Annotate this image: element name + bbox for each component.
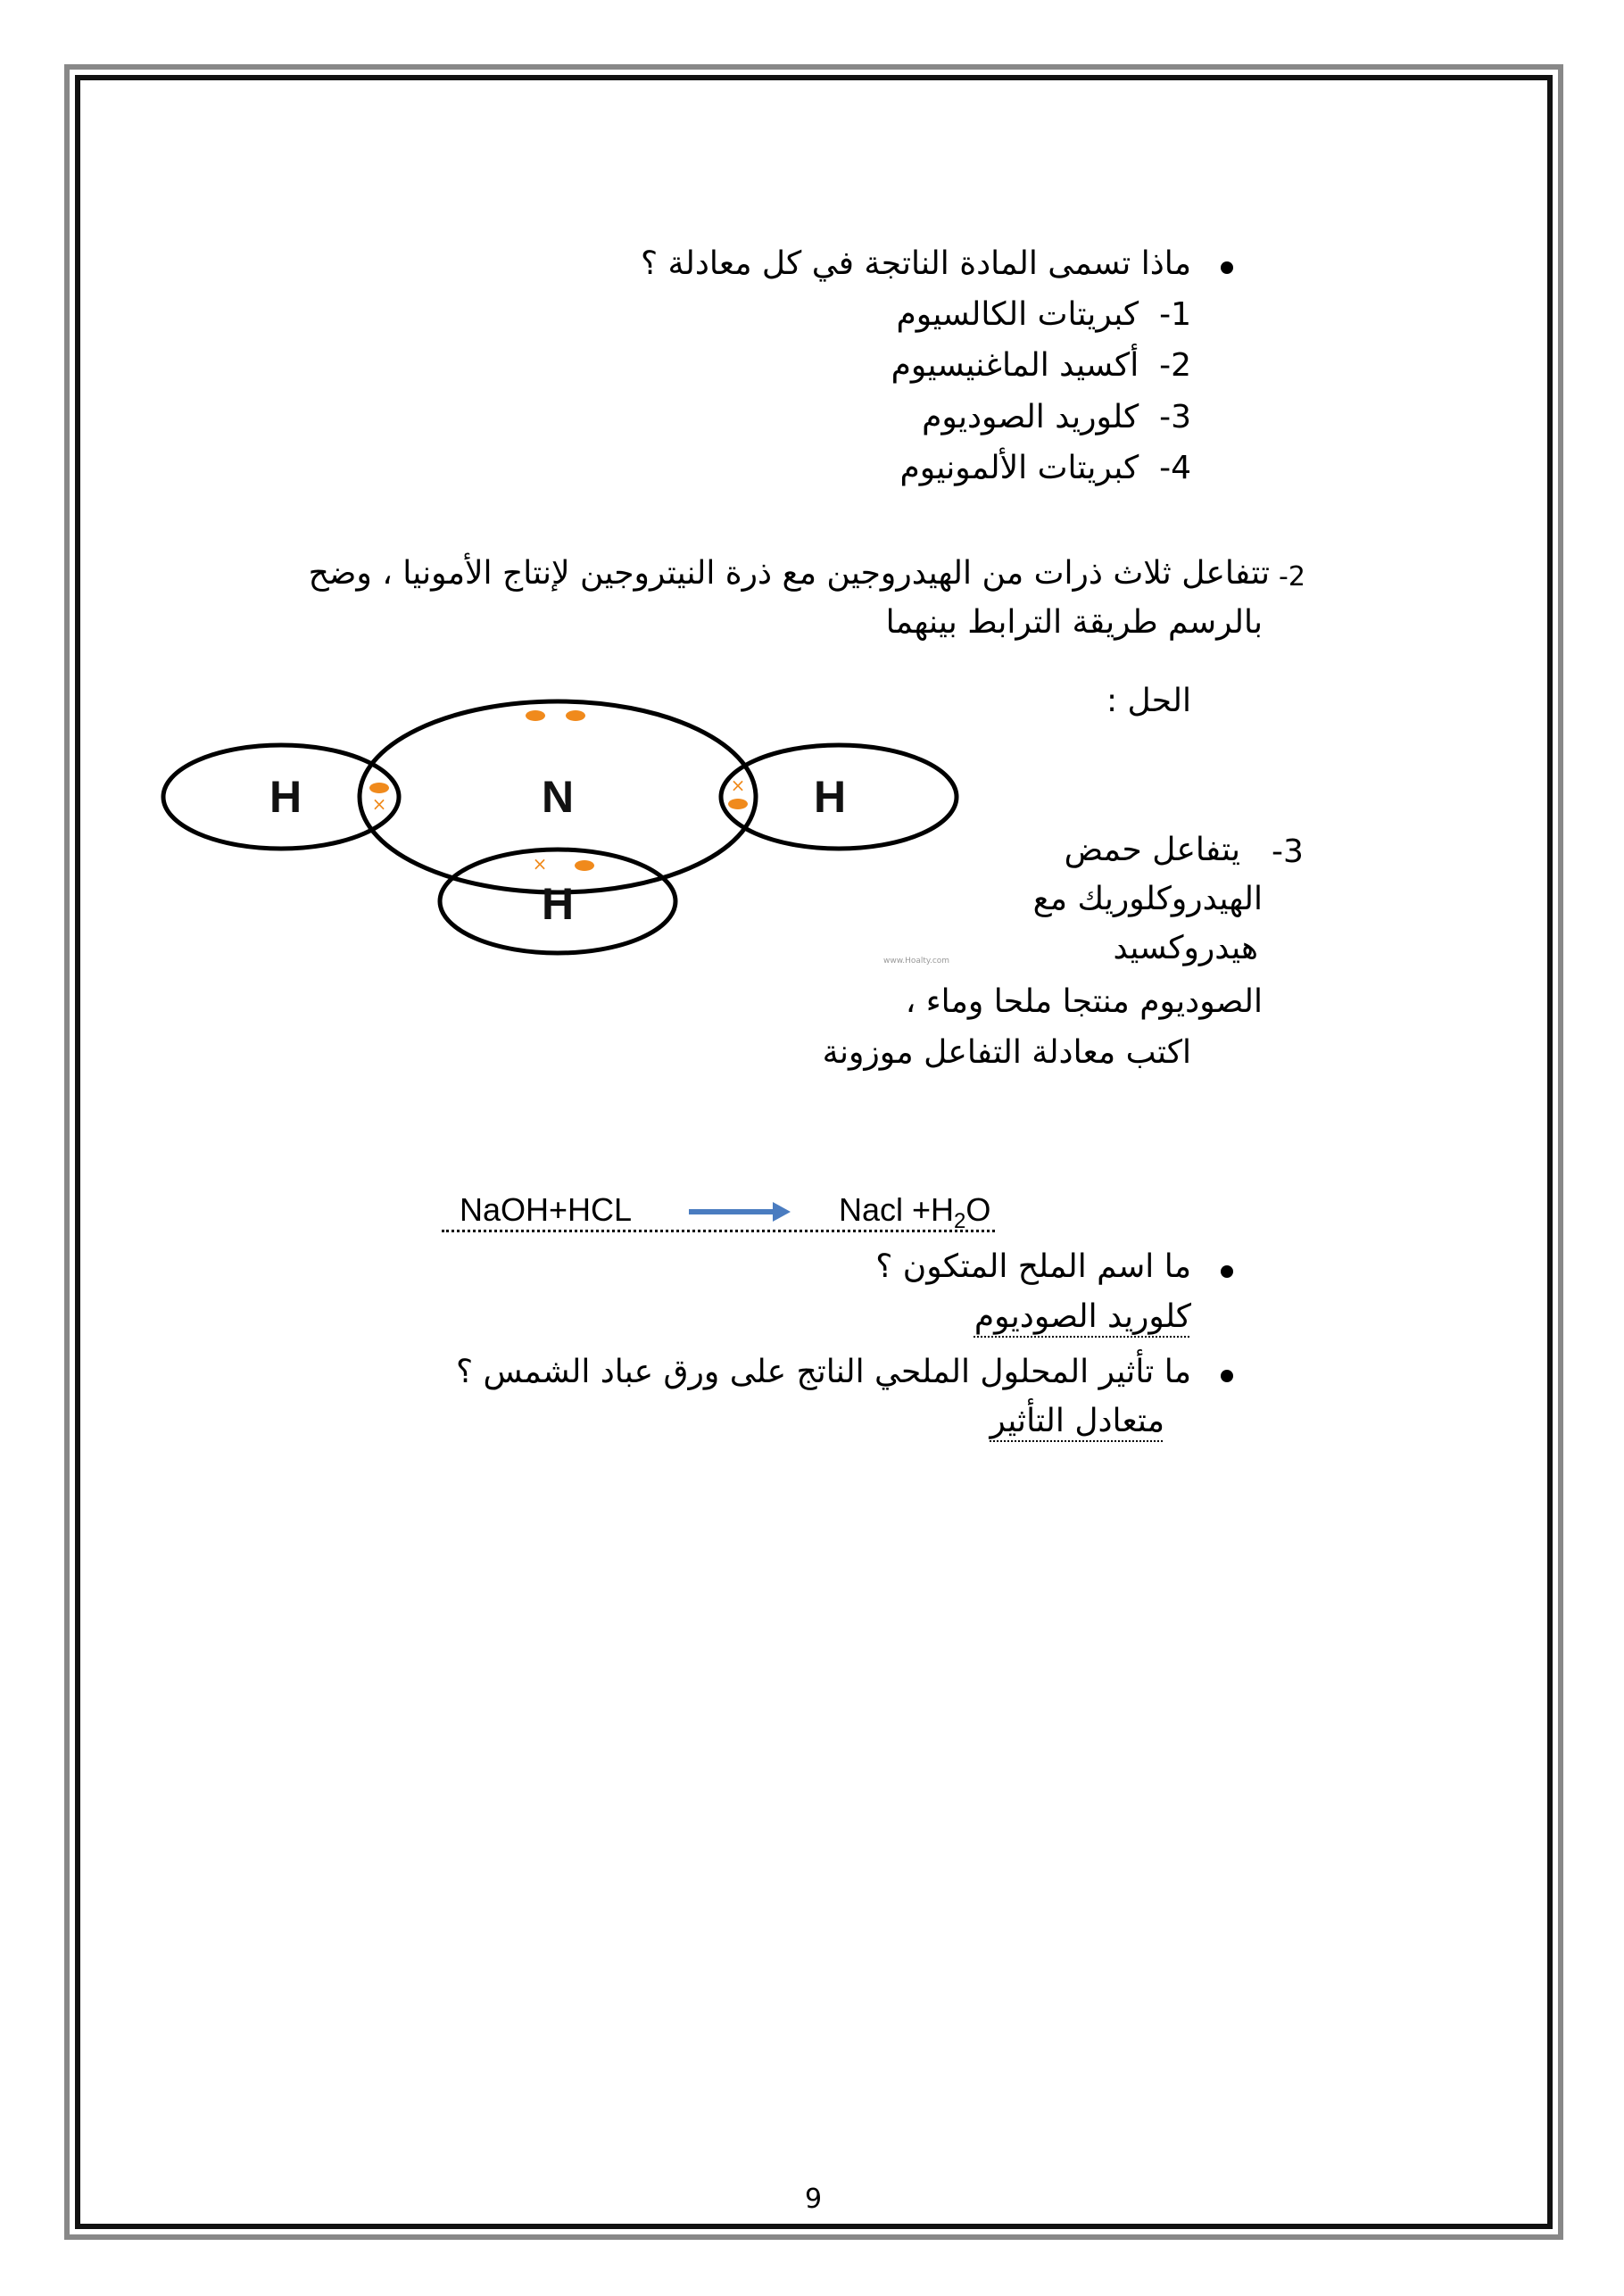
answer-4	[899, 452, 1191, 485]
section-2-line-2: بالرسم طريقة الترابط بينهما	[885, 604, 1263, 641]
question-1: ماذا تسمى المادة الناتجة في كل معادلة ؟	[641, 245, 1191, 282]
hydrogen-atom-left: H	[269, 772, 302, 822]
section-3-line-1: يتفاعل حمض	[1064, 832, 1240, 868]
solution-label: الحل :	[1106, 683, 1191, 719]
answer-1	[896, 296, 1191, 333]
answer-text: كبريتات الألمونيوم	[899, 450, 1139, 486]
page-border-inner	[75, 75, 1553, 2229]
bullet	[1221, 1265, 1233, 1278]
answer-number: 4-	[1159, 450, 1191, 486]
subscript: 2	[954, 1209, 966, 1234]
answer-text: كبريتات الكالسيوم	[896, 296, 1139, 333]
section-3-line-5: اكتب معادلة التفاعل موزونة	[822, 1034, 1191, 1071]
section-3-line-4: الصوديوم منتجا ملحا وماء ،	[905, 983, 1263, 1020]
bullet	[1221, 1370, 1233, 1382]
answer-2	[891, 347, 1191, 384]
reaction-arrow-icon	[687, 1198, 792, 1225]
hydrogen-atom-bottom: H	[541, 879, 575, 929]
equation-products	[839, 1191, 991, 1234]
answer-number: 2-	[1159, 347, 1191, 384]
shared-electron	[728, 799, 748, 809]
answer-text: كلوريد الصوديوم	[922, 399, 1139, 435]
shared-electron	[575, 860, 594, 871]
section-3-line-3: هيدروكسيد	[1113, 930, 1258, 966]
question-litmus-effect: ما تأثير المحلول الملحي الناتج على ورق عباد الشمس ؟	[455, 1354, 1191, 1390]
question-salt-name: ما اسم الملح المتكون ؟	[875, 1248, 1191, 1285]
page-number: 9	[805, 2184, 823, 2215]
section-3-number: -3	[1272, 833, 1304, 870]
section-2-number: -2	[1279, 561, 1305, 593]
bullet	[1221, 261, 1233, 274]
lone-pair-electron	[566, 710, 585, 721]
answer-3	[922, 399, 1191, 435]
hydrogen-atom-right: H	[813, 772, 847, 822]
lone-pair-electron	[526, 710, 545, 721]
answer-litmus-effect: متعادل التأثير	[990, 1403, 1164, 1439]
shared-electron	[369, 783, 389, 793]
watermark: www.Hoalty.com	[883, 957, 950, 966]
answer-number: 1-	[1159, 296, 1191, 333]
equation-underline	[442, 1230, 995, 1232]
shared-electron-cross: ×	[371, 793, 387, 815]
shared-electron-cross: ×	[730, 775, 746, 796]
ammonia-bonding-diagram	[152, 692, 964, 959]
nitrogen-atom: N	[541, 772, 575, 822]
equation-reactants: NaOH+HCL	[460, 1191, 633, 1228]
products-main: Nacl +H	[839, 1191, 955, 1228]
section-2-line-1: تتفاعل ثلاث ذرات من الهيدروجين مع ذرة النيتروجين لإنتاج الأمونيا ، وضح	[308, 555, 1270, 592]
shared-electron-cross: ×	[532, 853, 548, 874]
answer-number: 3-	[1159, 399, 1191, 435]
section-3-line-2: الهيدروكلوريك مع	[1032, 881, 1263, 917]
answer-text: أكسيد الماغنيسيوم	[891, 347, 1139, 384]
answer-salt-name: كلوريد الصوديوم	[974, 1298, 1191, 1335]
products-end: O	[965, 1191, 991, 1228]
